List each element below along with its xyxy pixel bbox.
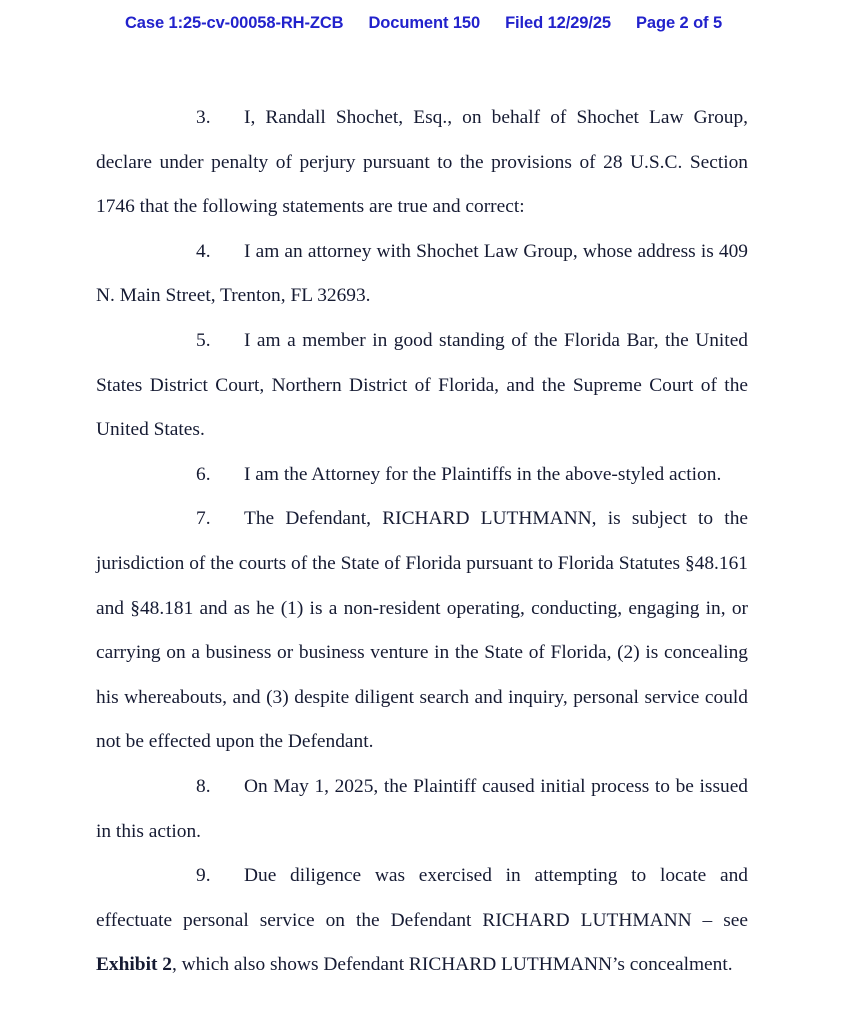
paragraph-number-6: 6. bbox=[196, 463, 211, 485]
paragraph-text-8: On May 1, 2025, the Plaintiff caused initial process to be issued in this action. bbox=[96, 775, 748, 842]
paragraph-number-7: 7. bbox=[196, 508, 211, 530]
paragraph-number-5: 5. bbox=[196, 329, 211, 351]
paragraph-number-3: 3. bbox=[196, 107, 211, 128]
paragraph-text-9-after-exhibit: , which also shows Defendant RICHARD LUTHMANN’s concealment. bbox=[171, 954, 733, 976]
paragraph-7 bbox=[96, 497, 748, 765]
paragraph-text-5: I am a member in good standing of the Florida Bar, the United States District Court, Northern District of Florida, and the Supreme Court of the United States. bbox=[96, 329, 748, 441]
ecf-document-number: Document 150 bbox=[368, 14, 481, 32]
exhibit-reference: Exhibit 2 bbox=[96, 954, 172, 976]
paragraph-number-8: 8. bbox=[196, 775, 211, 797]
paragraph-5 bbox=[96, 319, 748, 453]
ecf-case-number: Case 1:25-cv-00058-RH-ZCB bbox=[124, 14, 344, 32]
ecf-filed-date: Filed 12/29/25 bbox=[505, 14, 611, 32]
paragraph-text-4: I am an attorney with Shochet Law Group, whose address is 409 N. Main Street, Trenton, FL 32693. bbox=[96, 240, 748, 307]
paragraph-text-3: I, Randall Shochet, Esq., on behalf of Shochet Law Group, declare under penalty of perjury pursuant to the provisions of 28 U.S.C. Section 1746 that the following statements are true and correct: bbox=[96, 107, 748, 218]
paragraph-number-9: 9. bbox=[196, 865, 211, 887]
paragraph-text-7: The Defendant, RICHARD LUTHMANN, is subject to the jurisdiction of the courts of the State of Florida pursuant to Florida Statutes §48.161 and §48.181 and as he (1) is a non-resident operating, conducting, engaging in, or carrying on a business or business venture in the State of Florida, (2) is concealing his whereabouts, and (3) despite diligent search and inquiry, personal service could not be effected upon the Defendant. bbox=[96, 508, 748, 753]
paragraph-text-9-before-exhibit: Due diligence was exercised in attempting to locate and effectuate personal service on the Defendant RICHARD LUTHMANN – see bbox=[96, 865, 748, 931]
paragraph-3 bbox=[96, 96, 748, 230]
ecf-page-label: Page 2 of 5 bbox=[636, 14, 723, 32]
document-body bbox=[96, 96, 748, 988]
ecf-header-stamp bbox=[0, 14, 847, 33]
paragraph-number-4: 4. bbox=[196, 240, 211, 262]
paragraph-4 bbox=[96, 230, 748, 319]
paragraph-6 bbox=[96, 453, 748, 498]
paragraph-text-6: I am the Attorney for the Plaintiffs in the above-styled action. bbox=[244, 463, 722, 485]
paragraph-8 bbox=[96, 765, 748, 854]
paragraph-9 bbox=[96, 854, 748, 988]
